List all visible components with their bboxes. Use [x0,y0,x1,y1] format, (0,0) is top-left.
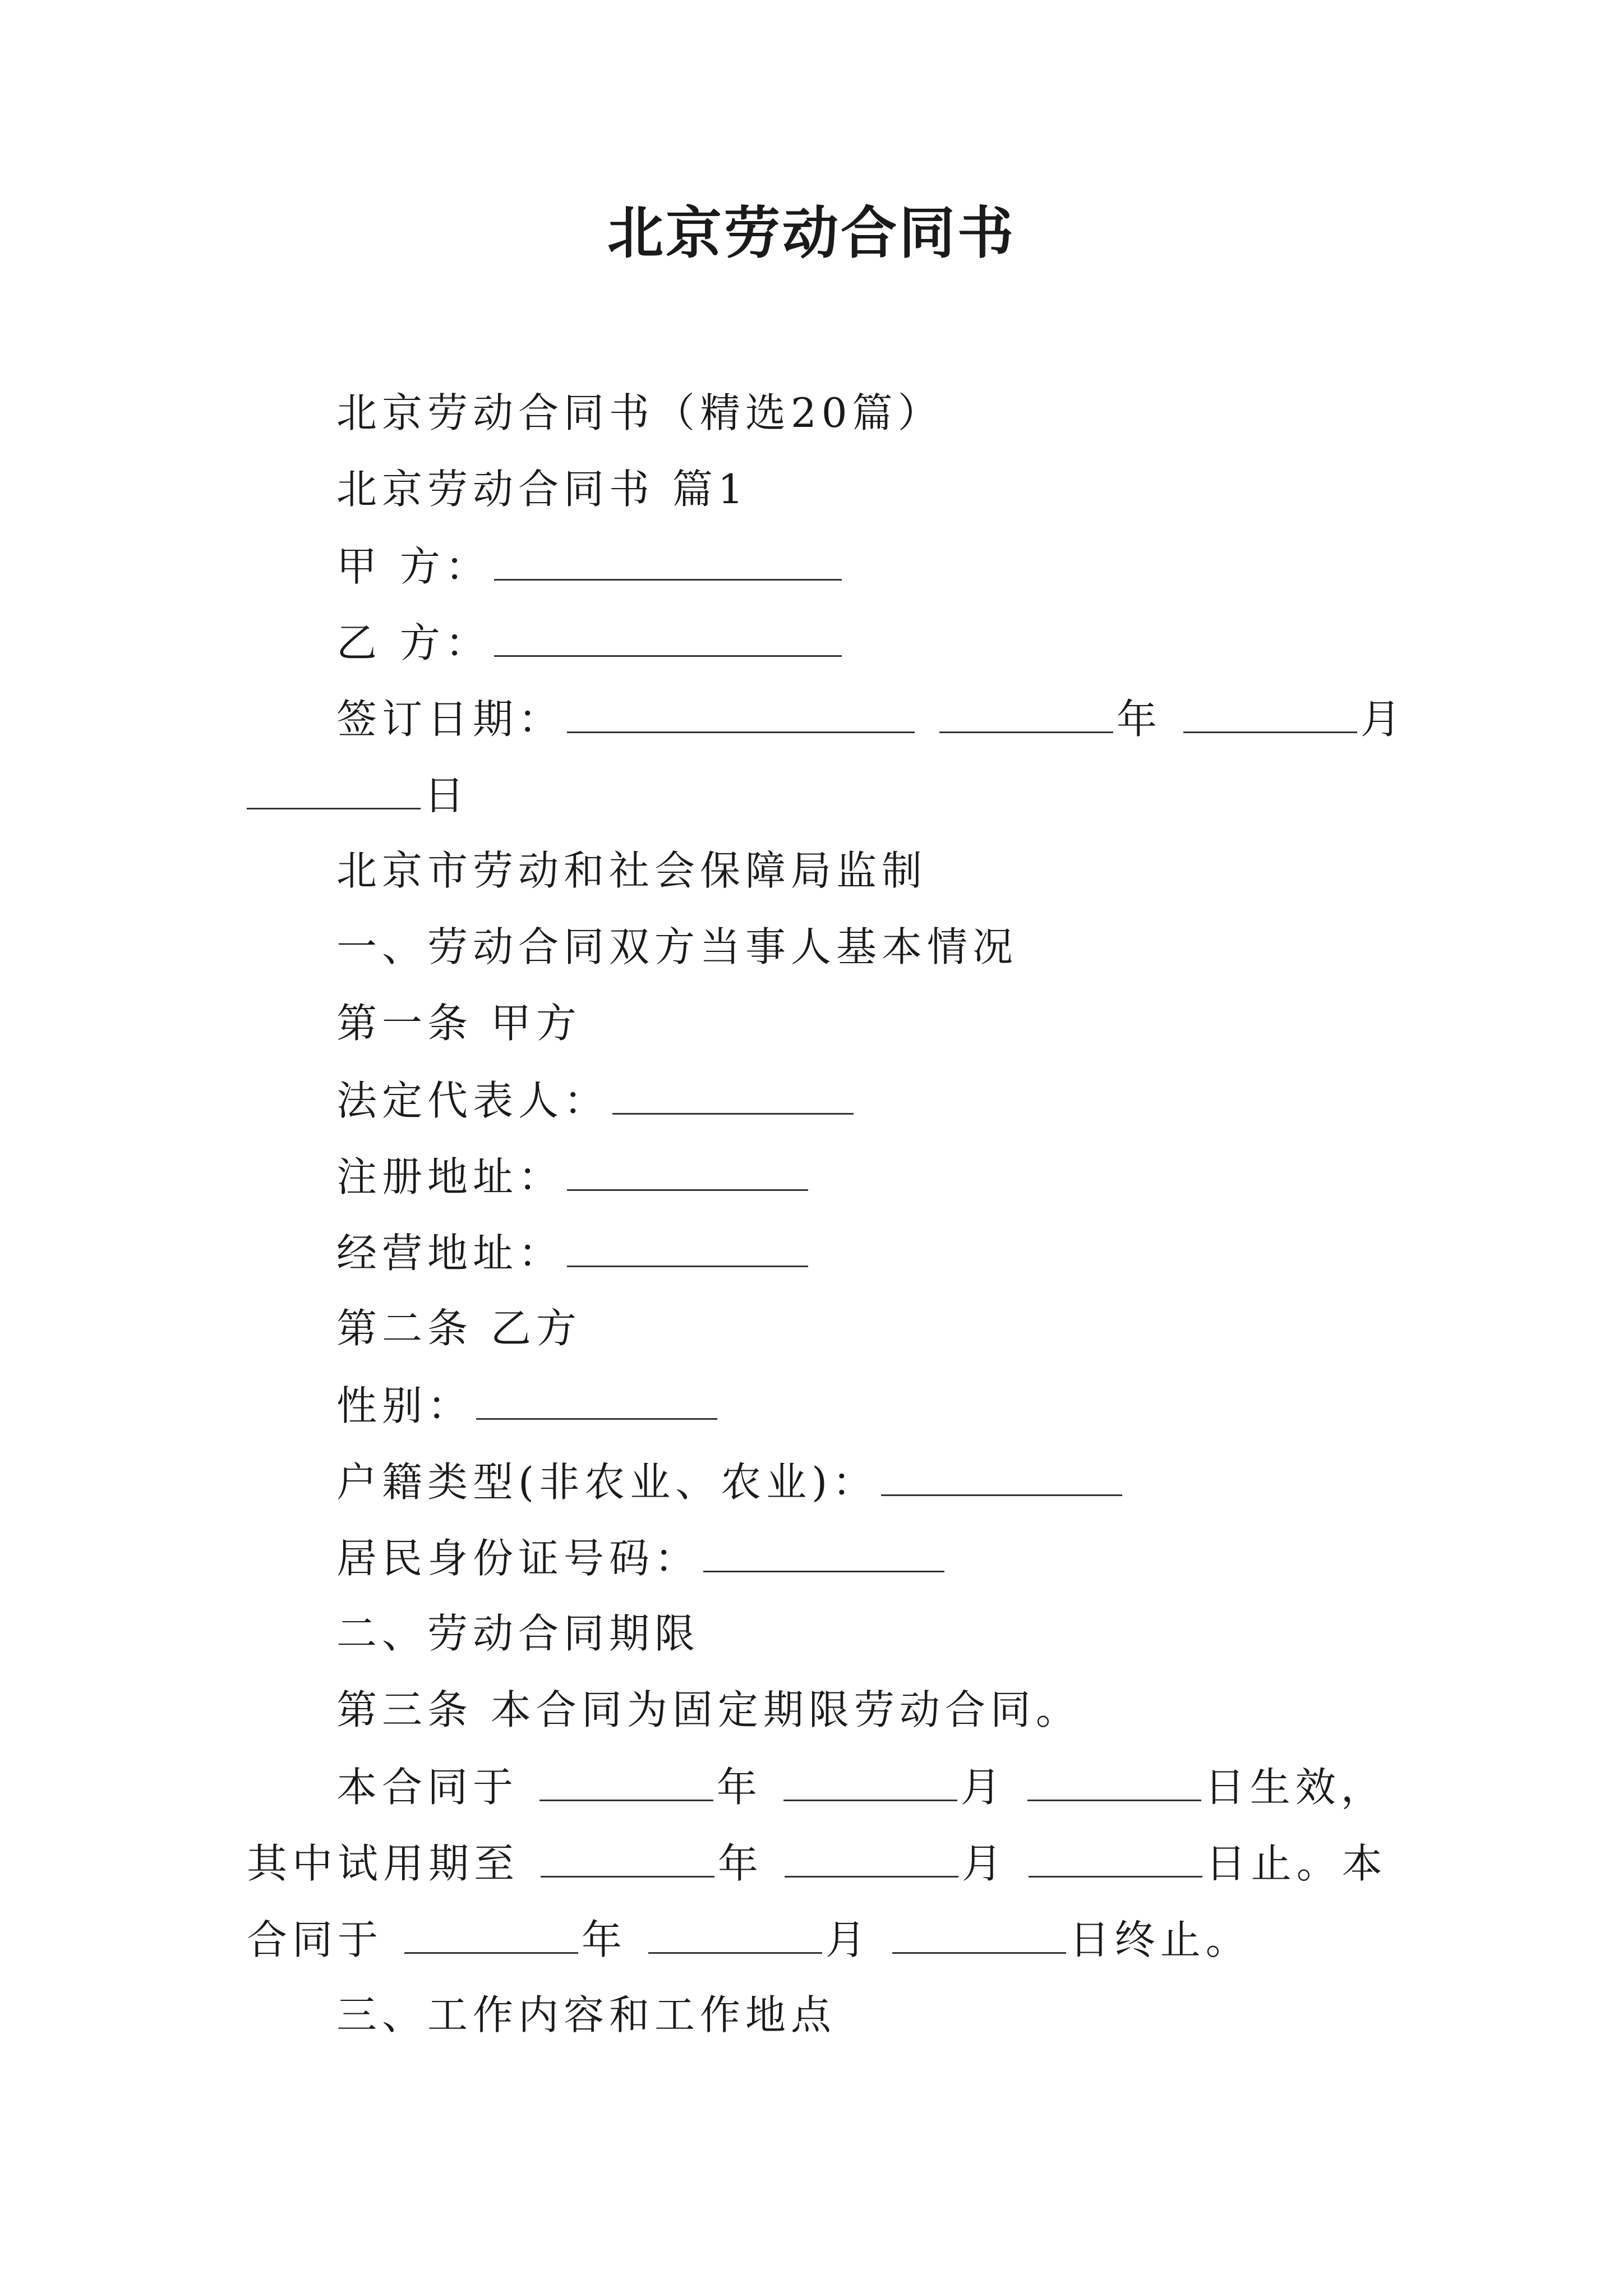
year-label: 年 [581,1916,627,1963]
id-number-label: 居民身份证号码： [336,1535,700,1582]
month-label: 月 [960,1764,1006,1811]
reg-address-blank [567,1156,808,1191]
effective-suffix: 日生效， [1204,1764,1386,1811]
article-text: 第三条 本合同为固定期限劳动合同。 [336,1686,1081,1733]
sign-date-blank [567,698,915,733]
probation-day-blank [1029,1842,1202,1878]
section-heading: 三、工作内容和工作地点 [336,1991,837,2039]
year-label: 年 [716,1764,762,1811]
biz-address-line [336,1230,811,1277]
party-a-line [336,543,845,590]
sign-year-blank [939,698,1113,733]
household-type-blank [881,1461,1122,1496]
household-type-label: 户籍类型(非农业、农业)： [336,1458,878,1506]
biz-address-label: 经营地址： [336,1230,564,1277]
supervisor-line: 北京市劳动和社会保障局监制 [336,847,928,894]
probation-label: 其中试用期至 [247,1840,520,1887]
probation-line [247,1840,1387,1887]
sign-day-blank [247,774,421,809]
termination-month-blank [648,1918,822,1954]
party-b-label: 乙 方： [336,619,491,666]
id-number-line [336,1535,948,1582]
article-heading: 第一条 甲方 [336,1000,582,1047]
reg-address-line [336,1153,811,1200]
party-b-blank [494,622,842,657]
legal-rep-line [336,1077,857,1124]
gender-label: 性别： [336,1382,473,1429]
article-heading: 第二条 乙方 [336,1305,582,1352]
sign-date-line [336,696,1406,743]
effective-month-blank [783,1766,957,1801]
termination-line [247,1916,1251,1963]
month-label: 月 [825,1916,871,1963]
sign-day-line [247,772,470,819]
probation-suffix: 日止。本 [1205,1840,1387,1887]
probation-month-blank [785,1842,958,1878]
legal-rep-blank [612,1079,854,1115]
termination-year-blank [404,1918,578,1954]
month-label: 月 [961,1840,1007,1887]
probation-year-blank [541,1842,714,1878]
gender-line [336,1382,721,1429]
section-heading: 一、劳动合同双方当事人基本情况 [336,923,1018,970]
subtitle-line: 北京劳动合同书（精选20篇） [336,389,943,436]
party-a-blank [494,545,842,581]
effective-date-line [336,1764,1386,1811]
effective-day-blank [1027,1766,1201,1801]
effective-year-blank [540,1766,713,1801]
termination-label: 合同于 [247,1916,384,1963]
document-title: 北京劳动合同书 [607,200,1016,266]
month-label: 月 [1360,696,1406,743]
year-label: 年 [1116,696,1162,743]
termination-suffix: 日终止。 [1069,1916,1251,1963]
sign-date-label: 签订日期： [336,696,564,743]
id-number-blank [703,1537,944,1572]
party-b-line [336,619,845,666]
termination-day-blank [892,1918,1066,1954]
party-a-label: 甲 方： [336,543,491,590]
section-heading: 二、劳动合同期限 [336,1610,700,1657]
section-heading: 北京劳动合同书 篇1 [336,466,749,513]
day-label: 日 [424,772,470,819]
reg-address-label: 注册地址： [336,1153,564,1200]
household-type-line [336,1458,1126,1506]
effective-label: 本合同于 [336,1764,519,1811]
year-label: 年 [717,1840,763,1887]
sign-month-blank [1183,698,1357,733]
legal-rep-label: 法定代表人： [336,1077,610,1124]
biz-address-blank [567,1232,808,1267]
gender-blank [476,1384,717,1420]
